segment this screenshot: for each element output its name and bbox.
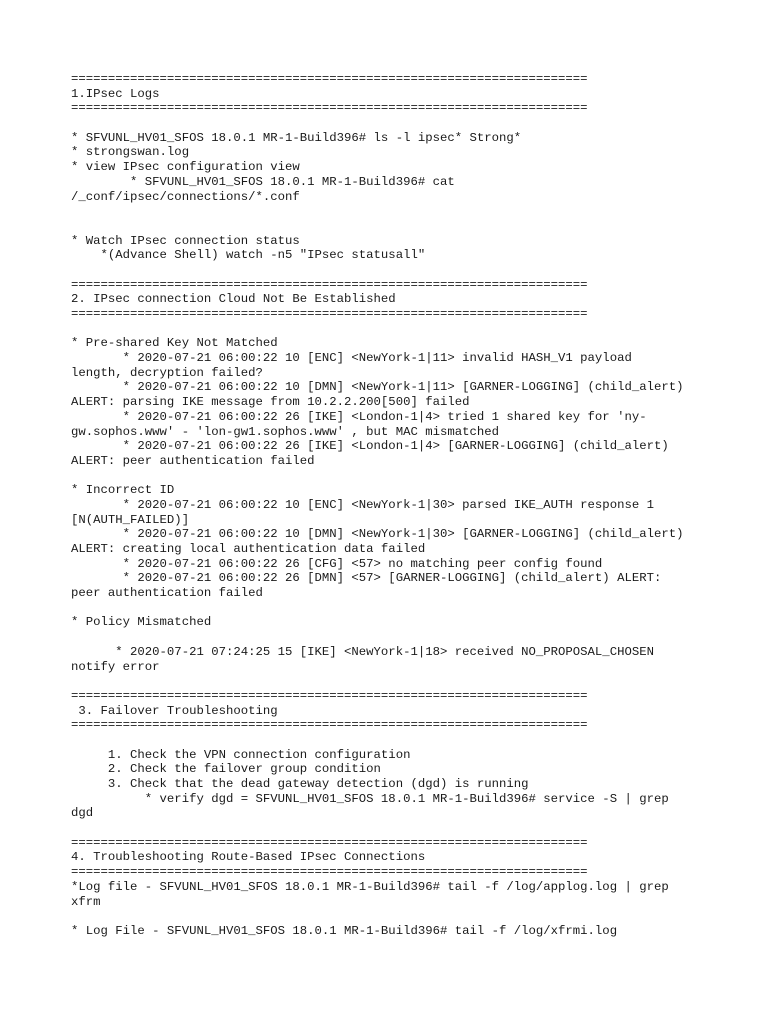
- document-line: [71, 601, 684, 616]
- document-line: * 2020-07-21 06:00:22 10 [DMN] <NewYork-1|11> [GARNER-LOGGING] (child_alert): [71, 380, 684, 395]
- document-line: ======================================================================: [71, 688, 588, 703]
- document-line: ALERT: peer authentication failed: [71, 453, 315, 468]
- document-line: dgd: [71, 806, 94, 821]
- document-line: * Pre-shared Key Not Matched: [71, 336, 278, 351]
- document-line: 4. Troubleshooting Route-Based IPsec Connections: [71, 850, 426, 865]
- document-line: length, decryption failed?: [71, 365, 263, 380]
- document-line: peer authentication failed: [71, 586, 263, 601]
- document-line: [71, 204, 684, 219]
- document-line: [71, 219, 684, 234]
- document-line: 1.IPsec Logs: [71, 86, 160, 101]
- document-line: * 2020-07-21 07:24:25 15 [IKE] <NewYork-1|18> received NO_PROPOSAL_CHOSEN: [71, 644, 654, 659]
- document-line: ======================================================================: [71, 307, 588, 321]
- document-line: * 2020-07-21 06:00:22 26 [CFG] <57> no matching peer config found: [71, 556, 603, 571]
- document-line: [71, 630, 684, 645]
- document-line: * view IPsec configuration view: [71, 160, 300, 175]
- document-line: * 2020-07-21 06:00:22 26 [IKE] <London-1|4> tried 1 shared key for 'ny-: [71, 409, 647, 424]
- document-line: * Log File - SFVUNL_HV01_SFOS 18.0.1 MR-1-Build396# tail -f /log/xfrmi.log: [71, 923, 618, 938]
- document-line: notify error: [71, 659, 160, 674]
- document-line: ALERT: parsing IKE message from 10.2.2.200[500] failed: [71, 395, 470, 410]
- document-line: *Log file - SFVUNL_HV01_SFOS 18.0.1 MR-1-Build396# tail -f /log/applog.log | grep: [71, 879, 669, 894]
- document-line: [71, 116, 684, 131]
- document-line: ALERT: creating local authentication data failed: [71, 542, 426, 556]
- document-line: [71, 469, 684, 484]
- document-line: * 2020-07-21 06:00:22 26 [DMN] <57> [GARNER-LOGGING] (child_alert) ALERT:: [71, 571, 662, 586]
- document-line: 3. Failover Troubleshooting: [71, 703, 278, 718]
- document-line: ======================================================================: [71, 72, 588, 86]
- document-line: [71, 263, 684, 278]
- log-document: [71, 72, 684, 939]
- document-line: * 2020-07-21 06:00:22 10 [ENC] <NewYork-1|30> parsed IKE_AUTH response 1: [71, 497, 654, 512]
- document-line: * Policy Mismatched: [71, 615, 212, 630]
- document-line: *(Advance Shell) watch -n5 "IPsec statusall": [71, 248, 426, 263]
- document-line: * Watch IPsec connection status: [71, 233, 300, 248]
- document-line: 3. Check that the dead gateway detection (dgd) is running: [71, 777, 529, 791]
- document-line: [71, 733, 684, 748]
- document-line: ======================================================================: [71, 101, 588, 116]
- document-line: 2. Check the failover group condition: [71, 762, 381, 777]
- document-line: [N(AUTH_FAILED)]: [71, 512, 190, 527]
- document-line: /_conf/ipsec/connections/*.conf: [71, 189, 300, 204]
- document-line: [71, 674, 684, 689]
- document-line: 1. Check the VPN connection configuration: [71, 747, 411, 762]
- document-line: ======================================================================: [71, 865, 588, 880]
- document-line: ======================================================================: [71, 277, 588, 292]
- document-line: ======================================================================: [71, 718, 588, 733]
- document-line: gw.sophos.www' - 'lon-gw1.sophos.www' , but MAC mismatched: [71, 424, 500, 439]
- document-line: * 2020-07-21 06:00:22 26 [IKE] <London-1|4> [GARNER-LOGGING] (child_alert): [71, 439, 669, 454]
- document-line: * verify dgd = SFVUNL_HV01_SFOS 18.0.1 MR-1-Build396# service -S | grep: [71, 791, 669, 806]
- document-line: * 2020-07-21 06:00:22 10 [ENC] <NewYork-1|11> invalid HASH_V1 payload: [71, 351, 632, 366]
- document-line: * SFVUNL_HV01_SFOS 18.0.1 MR-1-Build396# cat: [71, 174, 455, 189]
- document-line: * strongswan.log: [71, 145, 190, 160]
- document-line: * 2020-07-21 06:00:22 10 [DMN] <NewYork-1|30> [GARNER-LOGGING] (child_alert): [71, 527, 684, 542]
- document-line: 2. IPsec connection Cloud Not Be Established: [71, 292, 396, 307]
- document-line: * SFVUNL_HV01_SFOS 18.0.1 MR-1-Build396# ls -l ipsec* Strong*: [71, 130, 522, 145]
- document-line: xfrm: [71, 894, 101, 909]
- document-line: [71, 821, 684, 836]
- document-line: ======================================================================: [71, 835, 588, 850]
- document-line: * Incorrect ID: [71, 483, 175, 498]
- document-line: [71, 909, 684, 924]
- document-line: [71, 322, 684, 337]
